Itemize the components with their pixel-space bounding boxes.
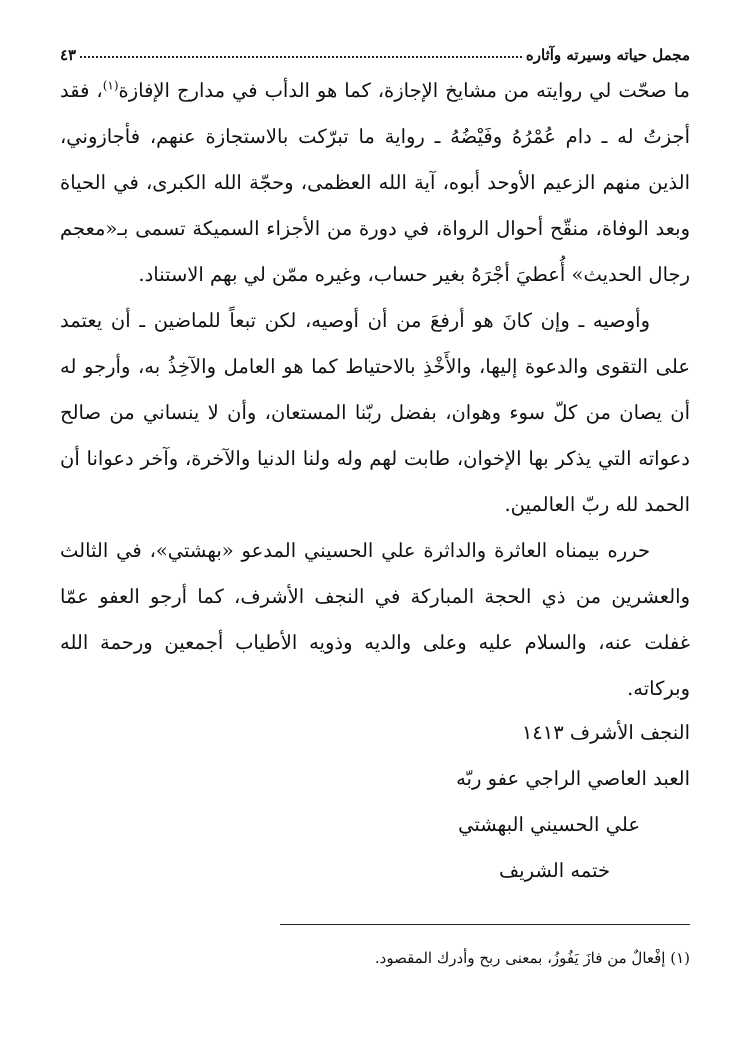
- paragraph-3: حرره بيمناه العاثرة والداثرة علي الحسيني المدعو «بهشتي»، في الثالث والعشرين من ذي الحجة المباركة في النجف الأشرف، كما أرجو العفو عمّا غفلت عنه، والسلام عليه وعلى والديه وذويه الأطياب أجمعين ورحمة الله وبركاته.: [60, 539, 690, 700]
- paragraph-2: وأوصيه ـ وإن كانَ هو أرفعَ من أن أوصيه، لكن تبعاً للماضين ـ أن يعتمد على التقوى والدعوة إليها، والأَخْذِ بالاحتياط كما هو العامل والآخِذُ به، وأرجو له أن يصان من كلّ سوء وهوان، بفضل ربّنا المستعان، وأن لا ينساني من صالح دعواته التي يذكر بها الإخوان، طابت لهم وله ولنا الدنيا والآخرة، وآخر دعوانا أن الحمد لله ربّ العالمين.: [60, 309, 690, 516]
- signature-line: العبد العاصي الراجي عفو ربّه: [456, 767, 690, 790]
- footnote-divider: [280, 924, 690, 925]
- signature-block: [450, 710, 690, 894]
- footnote: (١) إفْعالٌ من فازَ يَفُوزُ، بمعنى ربح وأدرك المقصود.: [374, 949, 690, 967]
- footnote-reference: (١): [102, 78, 119, 93]
- paragraph-1-continued: ، فقد أجزتُ له ـ دام عُمْرُهُ وفَيْضُهُ ـ رواية ما تبرّكت بالاستجازة عنهم، فأجازوني، الذين منهم الزعيم الأوحد أبوه، آية الله العظمى، وحجّة الله الكبرى، في الحياة وبعد الوفاة، منقّح أحوال الرواة، في دورة من الأجزاء السميكة تسمى بـ«معجم رجال الحديث» أُعطيَ أجْرَهُ بغير حساب، وغيره ممّن لي بهم الاستناد.: [60, 79, 690, 286]
- signature-place-date: النجف الأشرف ١٤١٣: [521, 721, 690, 744]
- signature-seal: ختمه الشريف: [499, 859, 610, 882]
- header-title: مجمل حياته وسيرته وآثاره: [525, 46, 690, 64]
- body-text: [60, 68, 690, 712]
- header-leader-dots: [80, 55, 522, 58]
- signature-name: علي الحسيني البهشتي: [458, 813, 640, 836]
- running-header: [60, 30, 690, 64]
- paragraph-1: [60, 68, 690, 298]
- paragraph-1-start: ما صحّت لي روايته من مشايخ الإجازة، كما هو الدأب في مدارج الإفازة: [118, 79, 690, 102]
- page-number: ٤٣: [60, 46, 77, 64]
